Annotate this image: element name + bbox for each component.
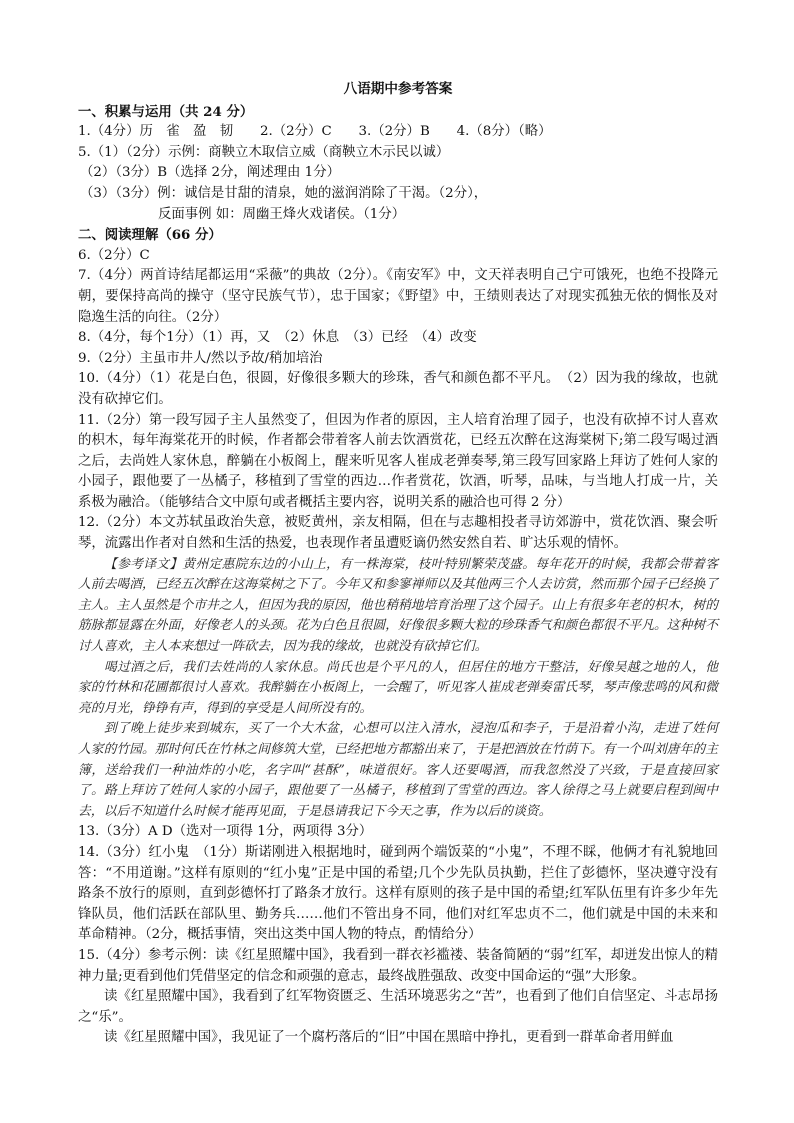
reference-translation-p3: 到了晚上徒步来到城东，买了一个大木盆，心想可以注入清水，浸泡瓜和李子，于是沿着小沟，走进了姓何人家的竹园。那时何氏在竹林之间修筑大堂，已经把地方都豁出来了，于是把酒放在竹荫下。有一个叫刘唐年的主簿，送给我们一种油炸的小吃，名字叫“甚酥”，味道很好。客人还要喝酒，而我忽然没了兴致，于是直接回家了。路上拜访了姓何人家的小园子，跟他要了一丛橘子，移植到了雪堂的西边。客人徐得之马上就要启程到闽中去，以后不知道什么时候才能再见面，于是恳请我记下今天之事，作为以后的谈资。: [78, 721, 718, 819]
answer-q6: 6.（2分）C: [78, 247, 150, 263]
answer-q8: 8.（4分，每个1分）（1）再，又 （2）休息 （3）已经 （4）改变: [78, 330, 477, 346]
document-body: [78, 79, 718, 1049]
answer-q5-1: 5.（1）（2分）示例：商鞅立木取信立威（商鞅立木示民以诚）: [78, 144, 450, 160]
answer-q14: 14.（3分）红小鬼 （1分）斯诺刚进入根据地时，碰到两个端饭菜的“小鬼”，不理不睬，他俩才有礼貌地回答：“不用道谢。”这样有原则的“红小鬼”正是中国的希望;几个少先队员执勤，拦住了彭德怀，坚决遵守没有路条不放行的原则，直到彭德怀打了路条才放行。这样有原则的孩子是中国的希望;红军队伍里有许多少年先锋队员，他们活跃在部队里、勤务兵……他们不管出身不同，他们对红军忠贞不二，他们就是中国的未来和革命精神。（2分，概括事情，突出这类中国人物的特点，酌情给分）: [78, 844, 718, 943]
answer-q12: 12.（2分）本文苏轼虽政治失意，被贬黄州，亲友相隔，但在与志趣相投者寻访郊游中，赏花饮酒、聚会听琴，流露出作者对自然和生活的热爱，也表现作者虽遭贬谪仍然安然自若、旷达乐观的情怀。: [78, 515, 718, 552]
answer-q11: 11.（2分）第一段写园子主人虽然变了，但因为作者的原因，主人培育治理了园子，也没有砍掉不讨人喜欢的枳木，每年海棠花开的时候，作者都会带着客人前去饮酒赏花，已经五次醉在这海棠树下;第二段写喝过酒之后，去尚姓人家休息，醉躺在小板阁上，醒来听见客人崔成老弹奏琴,第三段写回家路上拜访了姓何人家的小园子，跟他要了一丛橘子，移植到了雪堂的西边…作者赏花，饮酒，听琴，品味，与当地人打成一片，关系极为融洽。（能够结合文中原句或者概括主要内容，说明关系的融洽也可得 2 分）: [78, 412, 718, 510]
answer-q15c: 读《红星照耀中国》，我见证了一个腐朽落后的“旧”中国在黑暗中挣扎，更看到一群革命者用鲜血: [104, 1030, 674, 1046]
answer-q13: 13.（3分）A D（选对一项得 1分，两项得 3分）: [78, 824, 373, 840]
reference-translation-p1: 【参考译文】黄州定惠院东边的小山上，有一株海棠，枝叶特别繁荣茂盛。每年花开的时候，我都会带着客人前去喝酒，已经五次醉在这海棠树之下了。今年又和参寥禅师以及其他两三个人去访赏，然而那个园子已经换了主人。主人虽然是个市井之人，但因为我的原因，他也稍稍地培育治理了这个园子。山上有很多年老的枳木，树的筋脉都显露在外面，好像老人的头颈。花为白色且很圆，好像很多颗大粒的珍珠香气和颜色都很不平凡。这种树不讨人喜欢，主人本来想过一阵砍去，因为我的缘故，也就没有砍掉它们。: [78, 556, 718, 655]
answer-q5-2: （2）（3分）B（选择 2分，阐述理由 1分）: [80, 165, 340, 181]
answer-q9: 9.（2分）主虽市井人/然以予故/稍加培治: [78, 350, 323, 366]
page-title: 八语期中参考答案: [343, 81, 453, 97]
section-heading-2: 二、阅读理解（66 分）: [78, 227, 222, 244]
reference-translation-p2: 喝过酒之后，我们去姓尚的人家休息。尚氏也是个平凡的人，但居住的地方干整洁，好像吴越之地的人，他家的竹林和花圃都很讨人喜欢。我醉躺在小板阁上，一会醒了，听见客人崔成老弹奏雷氏琴，琴声像悲鸣的风和微亮的月光，铮铮有声，得到的享受是人间所没有的。: [78, 659, 718, 716]
answer-q7: 7.（4分）两首诗结尾都运用“采薇”的典故（2分）。《南安军》中，文天祥表明自己宁可饿死，也绝不投降元朝，要保持高尚的操守（坚守民族气节），忠于国家；《野望》中，王绩则表达了对现实孤独无依的惆怅及对隐逸生活的向往。（2分）: [78, 268, 718, 325]
answer-q15b: 读《红星照耀中国》，我看到了红军物资匮乏、生活环境恶劣之“苦”，也看到了他们自信坚定、斗志昂扬之“乐”。: [78, 989, 718, 1025]
answer-q15a: 15.（4分）参考示例：读《红星照耀中国》，我看到一群衣衫褴褛、装备简陋的“弱”红军，却迸发出惊人的精神力量;更看到他们凭借坚定的信念和顽强的意志，最终战胜强敌、改变中国命运的“强”大形象。: [78, 947, 718, 984]
answer-q5-3b: 反面事例 如：周幽王烽火戏诸侯。（1分）: [158, 206, 406, 222]
answer-q10: 10.（4分）（1）花是白色，很圆，好像很多颗大的珍珠，香气和颜色都不平凡。 （2）因为我的缘故，也就没有砍掉它们。: [78, 371, 718, 407]
section-heading-1: 一、积累与运用（共 24 分）: [78, 103, 254, 120]
answer-q1-4: 1.（4分）历 雀 盈 韧 2.（2分）C 3.（2分）B 4.（8分）（略）: [78, 124, 552, 140]
answer-q5-3a: （3）（3分）例：诚信是甘甜的清泉，她的滋润消除了干渴。（2分），: [80, 185, 488, 201]
